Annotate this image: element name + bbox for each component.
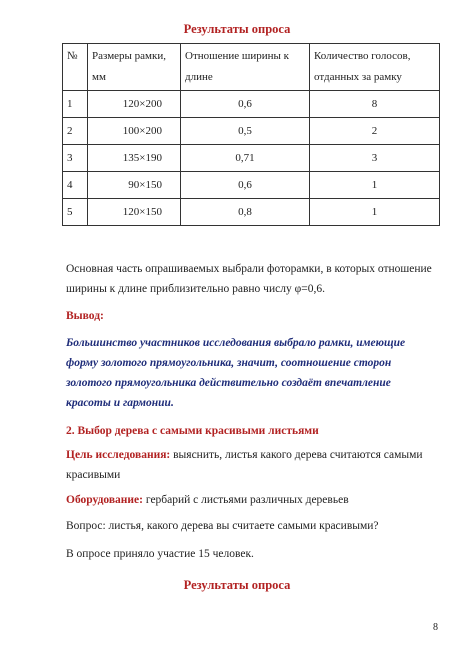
equipment-paragraph <box>66 490 438 510</box>
results-heading-top: Результаты опроса <box>183 22 291 36</box>
cell-number: 2 <box>63 118 88 145</box>
section2-title: 2. Выбор дерева с самыми красивыми листьями <box>66 425 319 437</box>
table-row <box>63 91 440 118</box>
goal-label: Цель исследования: <box>66 449 171 461</box>
table-row <box>63 199 440 226</box>
cell-ratio: 0,71 <box>181 145 310 172</box>
header-frame-size: Размеры рамки, мм <box>88 44 181 91</box>
cell-number: 1 <box>63 91 88 118</box>
table-header-row <box>63 44 440 91</box>
cell-frame-size: 120×200 <box>88 91 181 118</box>
conclusion-text: Большинство участников исследования выбрало рамки, имеющие форму золотого прямоугольника, значит, соотношение сторон золотого прямоугольника действительно создаёт впечатление красоты и гармонии. <box>66 337 406 409</box>
participants-paragraph: В опросе приняло участие 15 человек. <box>66 548 254 560</box>
cell-number: 3 <box>63 145 88 172</box>
question-paragraph: Вопрос: листья, какого дерева вы считаете самыми красивыми? <box>66 520 379 532</box>
cell-votes: 1 <box>310 172 440 199</box>
cell-frame-size: 135×190 <box>88 145 181 172</box>
cell-frame-size: 90×150 <box>88 172 181 199</box>
cell-ratio: 0,8 <box>181 199 310 226</box>
cell-ratio: 0,5 <box>181 118 310 145</box>
header-ratio: Отношение ширины к длине <box>181 44 310 91</box>
table-row <box>63 118 440 145</box>
cell-votes: 3 <box>310 145 440 172</box>
cell-votes: 2 <box>310 118 440 145</box>
equipment-text: гербарий с листьями различных деревьев <box>143 494 349 506</box>
cell-frame-size: 120×150 <box>88 199 181 226</box>
page-number: 8 <box>433 622 438 633</box>
results-heading-bottom: Результаты опроса <box>183 578 291 592</box>
cell-votes: 8 <box>310 91 440 118</box>
cell-ratio: 0,6 <box>181 172 310 199</box>
goal-paragraph <box>66 445 438 485</box>
header-number: № <box>63 44 88 91</box>
goal-text: выяснить, листья какого дерева считаются самыми красивыми <box>66 449 423 481</box>
cell-ratio: 0,6 <box>181 91 310 118</box>
equipment-label: Оборудование: <box>66 494 143 506</box>
cell-number: 5 <box>63 199 88 226</box>
table-row <box>63 172 440 199</box>
cell-votes: 1 <box>310 199 440 226</box>
survey-table <box>62 43 440 226</box>
cell-frame-size: 100×200 <box>88 118 181 145</box>
cell-number: 4 <box>63 172 88 199</box>
header-votes: Количество голосов, отданных за рамку <box>310 44 440 91</box>
main-paragraph: Основная часть опрашиваемых выбрали фоторамки, в которых отношение ширины к длине приблизительно равно числу φ=0,6. <box>66 263 432 295</box>
table-row <box>63 145 440 172</box>
conclusion-label: Вывод: <box>66 310 104 322</box>
